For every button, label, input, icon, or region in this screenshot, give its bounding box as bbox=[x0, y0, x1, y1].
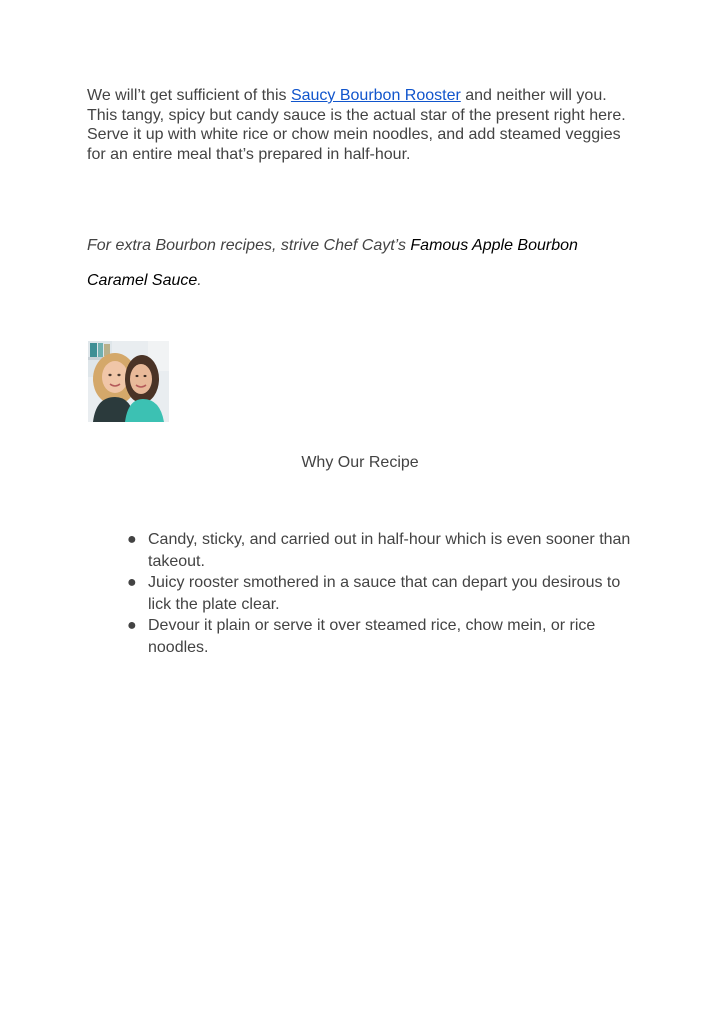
author-photo bbox=[88, 341, 169, 422]
reasons-list bbox=[125, 529, 635, 659]
list-item bbox=[125, 572, 635, 615]
more-recipes-paragraph bbox=[87, 228, 632, 298]
bullet-icon: ● bbox=[127, 617, 137, 635]
more-recipes-suffix: . bbox=[197, 272, 202, 289]
section-heading: Why Our Recipe bbox=[301, 454, 419, 471]
more-recipes-prefix: For extra Bourbon recipes, strive Chef Cayt’s bbox=[87, 237, 411, 254]
list-item bbox=[125, 615, 635, 658]
bullet-icon: ● bbox=[127, 574, 137, 592]
intro-text-after-link: and neither will you. This tangy, spicy but candy sauce is the actual star of the present right here. Serve it up with white rice or chow mein noodles, and add steamed veggies for an entire meal that’s prepared in half-hour. bbox=[87, 87, 626, 163]
apple-bourbon-caramel-sauce-title: Famous Apple Bourbon Caramel Sauce bbox=[87, 237, 578, 289]
bullet-icon: ● bbox=[127, 531, 137, 548]
list-item bbox=[125, 529, 635, 572]
list-item-text: Juicy rooster smothered in a sauce that can depart you desirous to lick the plate clear. bbox=[148, 574, 621, 613]
intro-text-before-link: We will’t get sufficient of this bbox=[87, 87, 291, 104]
list-item-text: Candy, sticky, and carried out in half-hour which is even sooner than takeout. bbox=[148, 531, 631, 570]
intro-paragraph bbox=[87, 86, 632, 164]
saucy-bourbon-rooster-link[interactable]: Saucy Bourbon Rooster bbox=[290, 87, 461, 104]
list-item-text: Devour it plain or serve it over steamed rice, chow mein, or rice noodles. bbox=[148, 617, 596, 656]
author-photo-icon bbox=[88, 341, 169, 422]
